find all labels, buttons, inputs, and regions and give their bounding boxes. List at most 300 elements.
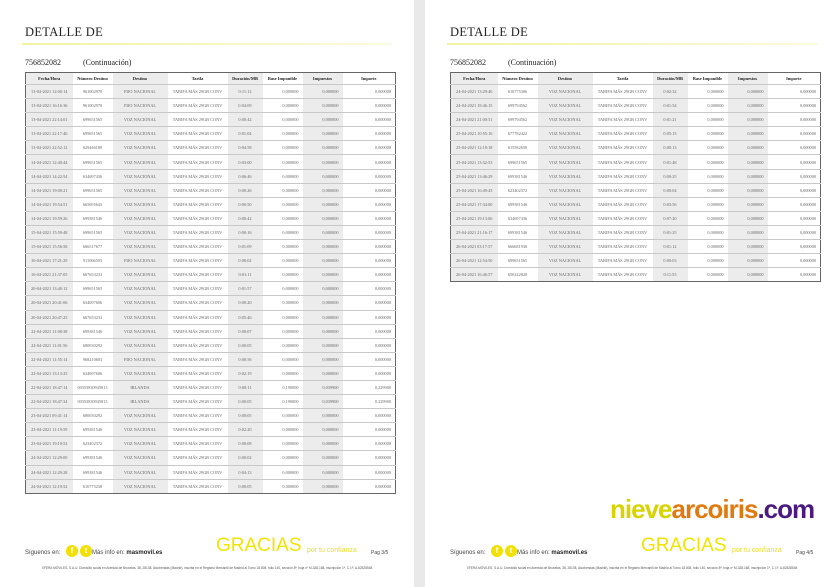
cell-duracion: 0:00:25: [653, 169, 688, 183]
cell-impuestos: 0,000000: [303, 479, 343, 493]
cell-base: 0,190000: [263, 380, 303, 394]
cell-importe: 0,000000: [343, 183, 396, 197]
cell-numero: 699651565: [73, 113, 113, 127]
cell-duracion: 0:06:46: [228, 169, 263, 183]
cell-duracion: 0:05:46: [228, 310, 263, 324]
table-row: [451, 127, 821, 141]
cell-fecha: 24-04-2021 13:29:46: [451, 85, 498, 99]
table-row: [451, 268, 821, 282]
cell-duracion: 0:00:05: [228, 409, 263, 423]
cell-impuestos: 0,000000: [303, 155, 343, 169]
cell-tarifa: TARIFA MÁS 29GB CONV: [593, 211, 653, 225]
cell-base: 0,000000: [688, 155, 728, 169]
continuation-label: (Continuación): [508, 58, 557, 67]
cell-destino: VOZ NACIONAL: [113, 155, 168, 169]
table-row: [451, 197, 821, 211]
cell-destino: VOZ NACIONAL: [538, 197, 593, 211]
cell-impuestos: 0,000000: [728, 141, 768, 155]
cell-fecha: 14-04-2021 19:54:51: [26, 197, 73, 211]
cell-duracion: 0:00:11: [228, 380, 263, 394]
cell-impuestos: 0,000000: [303, 225, 343, 239]
cell-fecha: 13-04-2021 22:14:01: [26, 113, 73, 127]
cell-impuestos: 0,000000: [728, 183, 768, 197]
cell-base: 0,000000: [263, 225, 303, 239]
cell-fecha: 24-04-2021 12:29:00: [26, 451, 73, 465]
cell-importe: 0,000000: [343, 113, 396, 127]
cell-impuestos: 0,000000: [303, 169, 343, 183]
cell-duracion: 0:00:04: [653, 183, 688, 197]
table-row: [26, 254, 396, 268]
header-fecha: Fecha/Hora: [26, 73, 73, 85]
cell-tarifa: TARIFA MÁS 29GB CONV: [593, 155, 653, 169]
cell-destino: VOZ NACIONAL: [113, 465, 168, 479]
table-row: [26, 85, 396, 99]
cell-numero: 680030292: [73, 409, 113, 423]
cell-destino: VOZ NACIONAL: [113, 197, 168, 211]
cell-base: 0,000000: [263, 155, 303, 169]
account-number: 756852082: [25, 58, 61, 67]
cell-destino: VOZ NACIONAL: [538, 240, 593, 254]
table-row: [26, 211, 396, 225]
page-3: [0, 0, 414, 587]
cell-tarifa: TARIFA MÁS 29GB CONV: [593, 141, 653, 155]
cell-fecha: 14-04-2021 19:00:21: [26, 183, 73, 197]
cell-fecha: 14-04-2021 12:40:44: [26, 155, 73, 169]
cell-destino: VOZ NACIONAL: [538, 113, 593, 127]
cell-fecha: 26-04-2021 12:54:50: [451, 254, 498, 268]
follow-us-label: Síguenos en:: [450, 550, 486, 556]
cell-numero: 961002970: [73, 85, 113, 99]
cell-numero: 665695643: [73, 197, 113, 211]
cell-fecha: 26-04-2021 03:17:57: [451, 240, 498, 254]
cell-base: 0,000000: [263, 113, 303, 127]
cell-importe: 0,000000: [343, 437, 396, 451]
continuation-label: (Continuación): [83, 58, 132, 67]
cell-duracion: 0:00:16: [228, 225, 263, 239]
cell-impuestos: 0,000000: [303, 268, 343, 282]
cell-base: 0,000000: [688, 225, 728, 239]
cell-duracion: 0:00:02: [228, 254, 263, 268]
cell-fecha: 23-04-2021 11:19:59: [26, 423, 73, 437]
cell-importe: 0,000000: [768, 225, 821, 239]
cell-impuestos: 0,000000: [303, 465, 343, 479]
cell-duracion: 0:00:50: [228, 197, 263, 211]
header-numero: Número Destino: [502, 76, 533, 81]
cell-importe: 0,000000: [768, 155, 821, 169]
cell-impuestos: 0,000000: [728, 113, 768, 127]
cell-fecha: 25-04-2021 19:13:06: [451, 211, 498, 225]
cell-tarifa: TARIFA MÁS 29GB CONV: [593, 268, 653, 282]
cell-base: 0,000000: [263, 366, 303, 380]
cell-impuestos: 0,000000: [303, 352, 343, 366]
cell-base: 0,000000: [688, 183, 728, 197]
cell-duracion: 0:04:58: [228, 141, 263, 155]
facebook-icon[interactable]: f: [491, 545, 503, 557]
cell-tarifa: TARIFA MÁS 29GB CONV: [168, 338, 228, 352]
table-row: [26, 437, 396, 451]
cell-importe: 0,000000: [768, 141, 821, 155]
cell-importe: 0,000000: [768, 85, 821, 99]
header-destino: Destino: [113, 73, 168, 85]
page-title: DETALLE DE: [25, 25, 104, 39]
table-row: [451, 240, 821, 254]
header-fecha: Fecha/Hora: [451, 73, 498, 85]
cell-numero: 699651565: [73, 183, 113, 197]
cell-tarifa: TARIFA MÁS 29GB CONV: [168, 225, 228, 239]
cell-duracion: 0:00:05: [228, 479, 263, 493]
cell-impuestos: 0,000000: [303, 127, 343, 141]
legal-text: XFERA MÓVILES, S.A.U. Domicilio social en Avenida de Bruselas, 38, 28108, Alcobendas (Madrid), inscrita en el Registro Mercantil de Madrid al Tomo 18.805, folio 140, sección 8ª, hoja nº M-328.168, inscripción 1ª, C.I.F. A-82528548: [41, 566, 373, 570]
cell-base: 0,000000: [263, 197, 303, 211]
table-row: [26, 197, 396, 211]
table-row: [26, 169, 396, 183]
cell-base: 0,000000: [263, 296, 303, 310]
table-row: [26, 465, 396, 479]
cell-tarifa: TARIFA MÁS 29GB CONV: [168, 479, 228, 493]
cell-base: 0,000000: [263, 451, 303, 465]
cell-destino: FIJO NACIONAL: [113, 254, 168, 268]
header-importe: Importe: [786, 76, 802, 81]
cell-destino: VOZ NACIONAL: [113, 409, 168, 423]
cell-numero: 00353830945813: [73, 395, 113, 409]
cell-destino: FIJO NACIONAL: [113, 352, 168, 366]
cell-duracion: 0:01:09: [228, 240, 263, 254]
cell-numero: 666681936: [498, 240, 538, 254]
cell-duracion: 0:02:20: [228, 423, 263, 437]
cell-fecha: 24-04-2021 12:29:28: [26, 465, 73, 479]
table-row: [451, 99, 821, 113]
cell-duracion: 0:00:02: [228, 451, 263, 465]
cell-numero: 634697606: [73, 296, 113, 310]
table-row: [26, 380, 396, 394]
cell-destino: VOZ NACIONAL: [113, 437, 168, 451]
cell-destino: VOZ NACIONAL: [538, 127, 593, 141]
cell-duracion: 0:01:48: [653, 155, 688, 169]
cell-impuestos: 0,000000: [728, 197, 768, 211]
table-row: [451, 113, 821, 127]
cell-tarifa: TARIFA MÁS 29GB CONV: [593, 240, 653, 254]
cell-destino: IRLANDA: [113, 395, 168, 409]
cell-tarifa: TARIFA MÁS 29GB CONV: [593, 225, 653, 239]
cell-tarifa: TARIFA MÁS 29GB CONV: [593, 127, 653, 141]
cell-fecha: 14-04-2021 19:59:26: [26, 211, 73, 225]
gracias-logo: GRACIAS: [216, 535, 302, 556]
cell-importe: 0,000000: [343, 366, 396, 380]
table-row: [26, 282, 396, 296]
cell-importe: 0,000000: [343, 409, 396, 423]
cell-tarifa: TARIFA MÁS 29GB CONV: [168, 409, 228, 423]
cell-base: 0,000000: [688, 211, 728, 225]
cell-duracion: 0:11:55: [653, 268, 688, 282]
page-footer: [425, 530, 839, 587]
cell-fecha: 25-04-2021 21:16:17: [451, 225, 498, 239]
cell-impuestos: 0,000000: [303, 437, 343, 451]
cell-duracion: 0:02:19: [228, 366, 263, 380]
cell-numero: 667653233: [73, 268, 113, 282]
cell-fecha: 13-04-2021 16:16:36: [26, 99, 73, 113]
table-row: [26, 155, 396, 169]
cell-impuestos: 0,000000: [728, 99, 768, 113]
cell-impuestos: 0,000000: [303, 451, 343, 465]
cell-importe: 0,000000: [343, 169, 396, 183]
cell-base: 0,000000: [263, 465, 303, 479]
cell-fecha: 20-04-2021 20:41:06: [26, 296, 73, 310]
cell-impuestos: 0,000000: [303, 282, 343, 296]
cell-tarifa: TARIFA MÁS 29GB CONV: [593, 254, 653, 268]
cell-base: 0,000000: [263, 211, 303, 225]
cell-importe: 0,000000: [343, 225, 396, 239]
cell-importe: 0,229900: [343, 395, 396, 409]
cell-destino: VOZ NACIONAL: [113, 127, 168, 141]
more-info: Más info en: masmovil.es: [92, 550, 163, 556]
table-row: [26, 183, 396, 197]
cell-destino: VOZ NACIONAL: [113, 113, 168, 127]
header-base: Base Imponible: [267, 76, 298, 81]
header-duracion: Duración/MB: [653, 73, 688, 85]
cell-fecha: 15-04-2021 15:56:58: [26, 240, 73, 254]
cell-base: 0,000000: [263, 169, 303, 183]
cell-base: 0,000000: [263, 254, 303, 268]
cell-duracion: 0:02:32: [653, 85, 688, 99]
cell-base: 0,000000: [263, 409, 303, 423]
table-header-row: [26, 73, 396, 85]
cell-duracion: 0:00:07: [228, 324, 263, 338]
gracias-logo: GRACIAS: [641, 535, 727, 556]
cell-importe: 0,000000: [343, 254, 396, 268]
cell-base: 0,000000: [263, 310, 303, 324]
table-row: [451, 254, 821, 268]
cell-duracion: 0:04:09: [228, 99, 263, 113]
header-impuestos: Impuestos: [728, 73, 768, 85]
cell-fecha: 22-04-2021 11:00:38: [26, 324, 73, 338]
cell-fecha: 25-04-2021 13:32:53: [451, 155, 498, 169]
table-row: [451, 211, 821, 225]
cell-destino: VOZ NACIONAL: [113, 225, 168, 239]
cell-duracion: 0:00:13: [653, 141, 688, 155]
cell-duracion: 0:01:25: [653, 225, 688, 239]
cell-tarifa: TARIFA MÁS 29GB CONV: [168, 296, 228, 310]
cell-fecha: 13-04-2021 22:17:46: [26, 127, 73, 141]
twitter-icon[interactable]: t: [80, 545, 92, 557]
cell-numero: 623402372: [498, 183, 538, 197]
cell-duracion: 0:03:56: [653, 197, 688, 211]
cell-destino: VOZ NACIONAL: [538, 169, 593, 183]
cell-numero: 961002970: [73, 99, 113, 113]
cell-impuestos: 0,000000: [303, 254, 343, 268]
cell-fecha: 25-04-2021 10:55:16: [451, 127, 498, 141]
follow-us-label: Síguenos en:: [25, 550, 61, 556]
cell-importe: 0,000000: [768, 127, 821, 141]
cell-tarifa: TARIFA MÁS 29GB CONV: [168, 380, 228, 394]
cell-impuestos: 0,000000: [303, 423, 343, 437]
cell-destino: VOZ NACIONAL: [113, 423, 168, 437]
cell-base: 0,000000: [688, 99, 728, 113]
cell-importe: 0,000000: [768, 211, 821, 225]
cell-base: 0,000000: [263, 324, 303, 338]
cell-numero: 634697606: [73, 366, 113, 380]
cell-fecha: 23-04-2021 19:10:52: [26, 437, 73, 451]
cell-tarifa: TARIFA MÁS 29GB CONV: [168, 155, 228, 169]
cell-impuestos: 0,000000: [303, 409, 343, 423]
cell-numero: 615582658: [498, 141, 538, 155]
cell-fecha: 25-04-2021 13:46:29: [451, 169, 498, 183]
cell-duracion: 0:07:20: [653, 211, 688, 225]
table-row: [451, 155, 821, 169]
site-link[interactable]: masmovil.es: [126, 550, 163, 556]
cell-numero: 699381546: [498, 225, 538, 239]
cell-base: 0,000000: [263, 268, 303, 282]
cell-fecha: 16-04-2021 21:37:05: [26, 268, 73, 282]
cell-destino: VOZ NACIONAL: [538, 85, 593, 99]
cell-fecha: 24-04-2021 21:00:51: [451, 113, 498, 127]
cell-numero: 623402372: [73, 437, 113, 451]
cell-base: 0,000000: [263, 479, 303, 493]
cell-importe: 0,000000: [768, 197, 821, 211]
header-numero: Número Destino: [77, 76, 108, 81]
cell-duracion: 0:01:11: [228, 268, 263, 282]
cell-importe: 0,000000: [768, 268, 821, 282]
cell-fecha: 13-04-2021 22:52:12: [26, 141, 73, 155]
cell-tarifa: TARIFA MÁS 29GB CONV: [593, 113, 653, 127]
account-line: [450, 58, 578, 67]
cell-base: 0,000000: [688, 197, 728, 211]
cell-impuestos: 0,000000: [303, 197, 343, 211]
cell-fecha: 24-04-2021 12:19:52: [26, 479, 73, 493]
cell-importe: 0,000000: [343, 99, 396, 113]
table-row: [26, 127, 396, 141]
cell-impuestos: 0,000000: [303, 310, 343, 324]
table-row: [26, 451, 396, 465]
cell-fecha: 22-04-2021 18:47:14: [26, 380, 73, 394]
cell-duracion: 0:03:00: [228, 155, 263, 169]
cell-tarifa: TARIFA MÁS 29GB CONV: [168, 254, 228, 268]
cell-tarifa: TARIFA MÁS 29GB CONV: [168, 395, 228, 409]
cell-tarifa: TARIFA MÁS 29GB CONV: [168, 169, 228, 183]
cell-importe: 0,000000: [343, 85, 396, 99]
cell-base: 0,000000: [263, 437, 303, 451]
cell-numero: 968210603: [73, 352, 113, 366]
cell-tarifa: TARIFA MÁS 29GB CONV: [168, 352, 228, 366]
cell-impuestos: 0,039900: [303, 380, 343, 394]
cell-duracion: 0:01:21: [653, 113, 688, 127]
cell-importe: 0,000000: [343, 268, 396, 282]
header-base: Base Imponible: [692, 76, 723, 81]
cell-base: 0,000000: [263, 183, 303, 197]
header-impuestos: Impuestos: [303, 73, 343, 85]
table-row: [26, 324, 396, 338]
cell-impuestos: 0,000000: [728, 254, 768, 268]
cell-duracion: 0:11:12: [228, 85, 263, 99]
page-number: Pag 4/5: [796, 550, 814, 556]
table-row: [451, 225, 821, 239]
cell-numero: 680030292: [73, 338, 113, 352]
cell-destino: FIJO NACIONAL: [113, 85, 168, 99]
cell-fecha: 25-04-2021 16:49:43: [451, 183, 498, 197]
cell-destino: VOZ NACIONAL: [538, 225, 593, 239]
cell-importe: 0,000000: [343, 296, 396, 310]
page-footer: [0, 530, 414, 587]
cell-base: 0,000000: [263, 85, 303, 99]
cell-importe: 0,000000: [768, 113, 821, 127]
cell-impuestos: 0,000000: [728, 240, 768, 254]
cell-fecha: 25-04-2021 12:18:18: [451, 141, 498, 155]
cell-numero: 634697436: [498, 211, 538, 225]
cell-numero: 00353830945813: [73, 380, 113, 394]
cell-destino: VOZ NACIONAL: [538, 99, 593, 113]
cell-numero: 699381546: [73, 465, 113, 479]
cell-fecha: 22-04-2021 11:55:14: [26, 352, 73, 366]
header-destino: Destino: [538, 73, 593, 85]
cell-tarifa: TARIFA MÁS 29GB CONV: [593, 197, 653, 211]
cell-impuestos: 0,000000: [303, 113, 343, 127]
cell-duracion: 0:05:15: [653, 127, 688, 141]
cell-impuestos: 0,000000: [303, 240, 343, 254]
table-row: [451, 85, 821, 99]
cell-fecha: 22-04-2021 18:47:34: [26, 395, 73, 409]
cell-numero: 699381546: [498, 169, 538, 183]
site-link[interactable]: masmovil.es: [551, 550, 588, 556]
cell-numero: 699651565: [498, 155, 538, 169]
table-row: [26, 310, 396, 324]
confianza-text: por tu confianza: [732, 547, 782, 554]
cell-base: 0,000000: [688, 254, 728, 268]
cell-destino: VOZ NACIONAL: [113, 366, 168, 380]
cell-numero: 699381546: [73, 451, 113, 465]
cell-tarifa: TARIFA MÁS 29GB CONV: [168, 437, 228, 451]
cell-duracion: 0:01:12: [653, 240, 688, 254]
cell-destino: VOZ NACIONAL: [113, 268, 168, 282]
facebook-icon[interactable]: f: [66, 545, 78, 557]
cell-destino: VOZ NACIONAL: [113, 338, 168, 352]
account-number: 756852082: [450, 58, 486, 67]
table-row: [451, 169, 821, 183]
cell-fecha: 24-04-2021 18:46:15: [451, 99, 498, 113]
cell-fecha: 16-04-2021 17:21:29: [26, 254, 73, 268]
cell-base: 0,000000: [688, 169, 728, 183]
cell-impuestos: 0,000000: [728, 169, 768, 183]
cell-importe: 0,000000: [343, 155, 396, 169]
cell-base: 0,000000: [688, 113, 728, 127]
cell-impuestos: 0,000000: [303, 296, 343, 310]
watermark-logo: nievearcoiris.com: [610, 494, 815, 524]
call-detail-table: [450, 72, 821, 282]
cell-duracion: 0:00:42: [228, 113, 263, 127]
cell-importe: 0,000000: [343, 338, 396, 352]
table-row: [26, 141, 396, 155]
cell-importe: 0,000000: [343, 324, 396, 338]
cell-importe: 0,000000: [343, 310, 396, 324]
header-tarifa: Tarifa: [616, 76, 629, 81]
cell-fecha: 26-04-2021 16:46:57: [451, 268, 498, 282]
cell-impuestos: 0,000000: [303, 211, 343, 225]
cell-importe: 0,000000: [343, 211, 396, 225]
legal-text: XFERA MÓVILES, S.A.U. Domicilio social en Avenida de Bruselas, 38, 28108, Alcobendas (Madrid), inscrita en el Registro Mercantil de Madrid al Tomo 18.805, folio 140, sección 8ª, hoja nº M-328.168, inscripción 1ª, C.I.F. A-82528548: [466, 566, 798, 570]
cell-tarifa: TARIFA MÁS 29GB CONV: [168, 240, 228, 254]
cell-destino: VOZ NACIONAL: [113, 141, 168, 155]
cell-numero: 650222820: [498, 268, 538, 282]
cell-tarifa: TARIFA MÁS 29GB CONV: [168, 141, 228, 155]
cell-base: 0,190000: [263, 395, 303, 409]
cell-base: 0,000000: [263, 99, 303, 113]
cell-numero: 699381546: [498, 197, 538, 211]
cell-base: 0,000000: [688, 240, 728, 254]
cell-impuestos: 0,000000: [303, 99, 343, 113]
cell-base: 0,000000: [263, 240, 303, 254]
table-row: [26, 479, 396, 493]
twitter-icon[interactable]: t: [505, 545, 517, 557]
cell-tarifa: TARIFA MÁS 29GB CONV: [168, 85, 228, 99]
cell-fecha: 25-04-2021 17:34:00: [451, 197, 498, 211]
